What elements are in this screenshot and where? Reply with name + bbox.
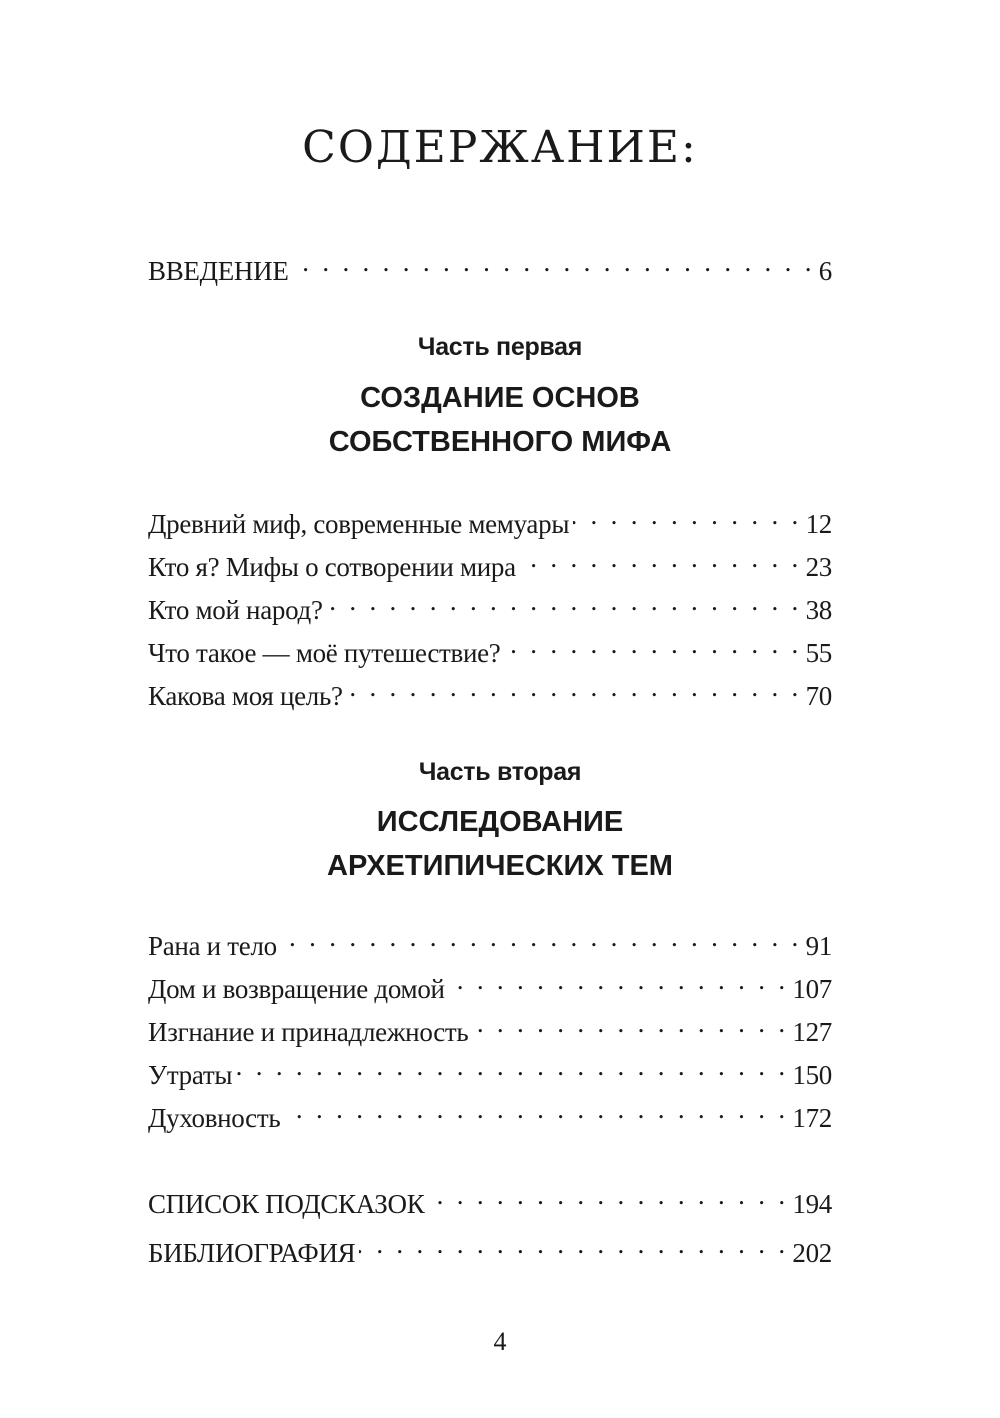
dot-leader <box>359 1226 788 1262</box>
toc-entry[interactable] <box>148 962 832 1004</box>
dot-leader <box>504 626 801 662</box>
dot-leader <box>327 583 802 619</box>
toc-entry-label: Рана и тело <box>148 931 277 961</box>
toc-entry-page: 127 <box>792 1017 832 1047</box>
toc-entry-page: 107 <box>792 974 832 1004</box>
toc-entry-label: Кто я? Мифы о сотворении мира <box>148 552 516 582</box>
part-1-title <box>0 376 1000 464</box>
toc-entry-label: Дом и возвращение домой <box>148 974 445 1004</box>
toc-entry-label: БИБЛИОГРАФИЯ <box>148 1238 356 1268</box>
dot-leader <box>293 244 815 280</box>
toc-entry-page: 202 <box>792 1238 832 1268</box>
dot-leader <box>449 962 789 998</box>
part-1-label: Часть первая <box>417 333 583 361</box>
toc-entry-label: Древний миф, современные мемуары <box>148 509 570 539</box>
toc-entry[interactable] <box>148 919 832 961</box>
toc-entry-page: 55 <box>805 638 832 668</box>
toc-entry[interactable] <box>148 497 832 539</box>
dot-leader <box>284 1091 788 1127</box>
toc-entry[interactable] <box>148 1091 832 1133</box>
toc-entry-page: 150 <box>792 1060 832 1090</box>
toc-entry-label: Изгнание и принадлежность <box>148 1017 469 1047</box>
part-2-label: Часть вторая <box>418 758 582 786</box>
toc-entry-label: Духовность <box>148 1103 281 1133</box>
dot-leader <box>347 669 802 705</box>
part-2-title-line-2: АРХЕТИПИЧЕСКИХ ТЕМ <box>327 850 673 882</box>
dot-leader <box>472 1005 788 1041</box>
toc-entry-page: 38 <box>805 595 832 625</box>
dot-leader <box>520 540 802 576</box>
toc-entry[interactable] <box>148 583 832 625</box>
toc-entry[interactable] <box>148 669 832 711</box>
toc-entry-label: ВВЕДЕНИЕ <box>148 256 289 286</box>
part-2-title-line-1: ИССЛЕДОВАНИЕ <box>376 806 624 838</box>
toc-entry[interactable] <box>148 540 832 582</box>
page-number: 4 <box>493 1327 507 1356</box>
dot-leader <box>428 1177 788 1213</box>
toc-entry-page: 12 <box>805 509 832 539</box>
part-1-title-line-1: СОЗДАНИЕ ОСНОВ <box>360 382 640 414</box>
toc-entry-page: 194 <box>792 1189 832 1219</box>
toc-entry[interactable] <box>148 626 832 668</box>
toc-entry-page: 91 <box>805 931 832 961</box>
toc-entry-label: Кто мой народ? <box>148 595 323 625</box>
toc-entry-introduction[interactable] <box>148 244 832 286</box>
dot-leader <box>573 497 801 533</box>
dot-leader <box>281 919 802 955</box>
toc-entry-page: 172 <box>792 1103 832 1133</box>
part-1-title-line-2: СОБСТВЕННОГО МИФА <box>328 426 672 458</box>
toc-entry-label: СПИСОК ПОДСКАЗОК <box>148 1189 425 1219</box>
dot-leader <box>236 1048 788 1084</box>
toc-entry-hints-list[interactable] <box>148 1177 832 1219</box>
part-2-title <box>0 800 1000 888</box>
toc-entry-page: 23 <box>805 552 832 582</box>
toc-entry-label: Утраты <box>148 1060 233 1090</box>
toc-entry-bibliography[interactable] <box>148 1226 832 1268</box>
toc-entry-label: Какова моя цель? <box>148 681 343 711</box>
toc-entry-label: Что такое — моё путешествие? <box>148 638 501 668</box>
toc-entry-page: 6 <box>818 256 832 286</box>
toc-entry-page: 70 <box>805 681 832 711</box>
page-title: СОДЕРЖАНИЕ: <box>302 122 698 173</box>
toc-entry[interactable] <box>148 1048 832 1090</box>
toc-entry[interactable] <box>148 1005 832 1047</box>
